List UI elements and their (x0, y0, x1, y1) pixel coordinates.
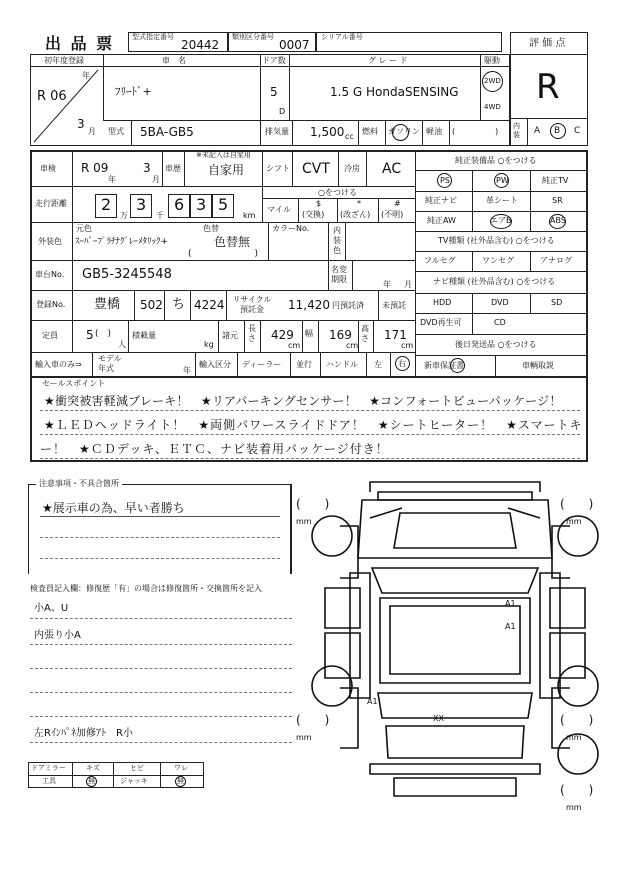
displacement-label: 排気量 (265, 127, 289, 136)
doors-label: ドア数 (262, 56, 286, 65)
later-warranty: 新車保証書 (424, 361, 464, 370)
reg-number: 4224 (194, 298, 225, 312)
inspector-label: 検査員記入欄：修復歴「有」の場合は修復箇所・交換箇所を記入 (30, 584, 262, 593)
hash-mark: # (394, 199, 401, 208)
later-title: 後日発送品 ○をつける (455, 340, 537, 349)
reg-class: 502 (140, 298, 163, 312)
std-item-sr: SR (552, 196, 563, 205)
later-manual: 車輌取説 (522, 361, 554, 370)
tire-unit-fr: mm (566, 517, 582, 526)
capacity-label: 定員 (42, 331, 58, 340)
fuel-other: ( ) (452, 127, 499, 136)
navi-hdd: HDD (433, 298, 452, 307)
history-label: 車歴 (165, 164, 181, 173)
rear-right-door (550, 633, 585, 678)
import-div-label: 輸入区分 (199, 360, 231, 369)
import-parallel: 並行 (296, 360, 312, 369)
serial-number-label: シリアル番号 (321, 33, 363, 41)
history-note: ※未記入は自家用 (196, 151, 251, 159)
shaken-year-unit: 年 (108, 175, 116, 184)
sen-unit: 千 (156, 211, 164, 220)
car-damage-diagram (290, 478, 620, 818)
rating-value: R (536, 67, 560, 107)
mileage-digit-1: 2 (101, 195, 112, 214)
rear-right-tire (558, 666, 598, 706)
doors-value: 5 (270, 85, 278, 99)
mirror-header-2: ヒビ (130, 764, 144, 772)
man-unit: 万 (120, 211, 128, 220)
height-value: 171 (384, 328, 407, 342)
std-equipment-title: 純正装備品 ○をつける (455, 156, 537, 165)
length-value: 429 (271, 328, 294, 342)
chassis-number: GB5-3245548 (82, 267, 172, 282)
rear-panel (394, 778, 516, 796)
sales-line-3: ー！ ★ＣＤデッキ、ＥＴＣ、ナビ装着用パッケージ付き！ (40, 442, 389, 456)
class-number-value: 0007 (279, 38, 310, 52)
class-number-box (228, 32, 316, 52)
color-change-value: 色替無 (214, 235, 251, 249)
reg-place: 豊橋 (94, 297, 121, 312)
height-label: 高さ (361, 324, 369, 343)
history-value: 自家用 (208, 163, 245, 177)
hood (358, 500, 552, 558)
recycle-label: リサイクル預託金 (232, 295, 272, 314)
load-label: 積載量 (132, 331, 156, 340)
capacity-value: 5 (86, 328, 94, 342)
shaken-label: 車検 (40, 164, 56, 173)
mileage-label: 走行距離 (35, 199, 67, 208)
model-year-unit: 年 (183, 366, 191, 375)
sales-line-2: ★ＬＥＤヘッドライト！ ★両側パワースライドドア！ ★シートヒーター！ ★スマートキ (44, 418, 583, 432)
inspector-line-1: 小A、U (34, 603, 69, 614)
circle-note: ○をつける (318, 188, 357, 197)
width-label: 幅 (305, 329, 313, 338)
chassis-label: 車台No. (35, 270, 65, 279)
color-paren: ( ) (188, 249, 259, 259)
serial-number-box (316, 32, 502, 52)
shaken-era: R 09 (81, 161, 109, 175)
rear-window (378, 693, 532, 718)
reg-label: 登録No. (36, 300, 66, 309)
type-number-value: 20442 (181, 38, 220, 52)
not-deposited: 未預託 (382, 301, 406, 310)
load-unit: kg (204, 340, 214, 349)
tv-oneseg: ワンセグ (482, 256, 514, 265)
notes-box (28, 484, 290, 574)
handle-left: 左 (374, 360, 382, 369)
std-item-ps: PS (440, 176, 450, 185)
dollar-mark: $ (316, 199, 322, 208)
doors-sub: D (279, 107, 286, 116)
std-item-navi: 純正ナビ (425, 196, 457, 205)
navi-title: ナビ種類 (社外品含む) ○をつける (433, 277, 556, 286)
displacement-value: 1,500 (310, 125, 345, 139)
tire-bracket-fl: ( ) (296, 497, 330, 511)
roof (380, 598, 530, 683)
capacity-unit: 人 (118, 340, 126, 349)
recycle-value: 11,420 (288, 298, 330, 312)
mirror-header-0: ドアミラー (31, 764, 66, 772)
width-value: 169 (329, 328, 352, 342)
tire-bracket-spare: ( ) (560, 783, 594, 797)
std-item-airbag: エアB (490, 216, 512, 225)
mileage-digit-3: 6 (174, 195, 185, 214)
hood-center (394, 513, 516, 548)
model-year-label: モデル年式 (98, 354, 122, 373)
length-label: 長さ (248, 324, 256, 343)
interior-b: B (554, 126, 561, 136)
damage-mark-3: A1 (367, 697, 378, 706)
mirror-row-1: 無 (88, 777, 95, 785)
fuel-gasoline: ガソリン (388, 127, 420, 136)
name-change-month: 月 (404, 280, 412, 289)
std-item-abs: ABS (550, 216, 566, 225)
displacement-unit: cc (345, 132, 354, 141)
grade-label: グ レ ー ド (368, 56, 408, 65)
dvd-playable: DVD再生可 (420, 318, 462, 327)
interior-color-label: 内装色 (333, 226, 341, 255)
front-left-door (325, 588, 360, 628)
type-number-label: 型式指定番号 (132, 33, 174, 41)
ac-value: AC (382, 161, 402, 177)
length-unit: cm (288, 341, 301, 350)
height-unit: cm (401, 341, 414, 350)
mileage-digit-4: 3 (196, 195, 207, 214)
handle-right: 右 (398, 359, 406, 368)
shift-value: CVT (302, 161, 330, 177)
tv-fullseg: フルセグ (424, 256, 456, 265)
first-reg-label: 初年度登録 (44, 56, 84, 65)
drive-label: 駆動 (484, 56, 500, 65)
interior-label: 内装 (513, 122, 520, 139)
unknown-label: (不明) (381, 210, 404, 219)
tv-analog: アナログ (540, 256, 572, 265)
color-number-label: カラーNo. (272, 224, 310, 233)
std-item-pw: PW (496, 176, 509, 185)
shift-label: シフト (266, 164, 290, 173)
model-value: 5BA-GB5 (140, 125, 194, 139)
first-reg-month: 3 (77, 117, 85, 131)
rear-left-tire (312, 666, 352, 706)
notes-text: ★展示車の為、早い者勝ち (42, 501, 185, 515)
front-bumper (370, 482, 540, 492)
mirror-header-3: ワレ (174, 764, 188, 772)
tire-unit-rl: mm (296, 733, 312, 742)
shaken-month-unit: 月 (152, 175, 160, 184)
star-mark: * (357, 199, 361, 208)
mirror-row-3: 無 (177, 777, 184, 785)
cd-item: CD (494, 318, 506, 327)
capacity-paren: ( ) (95, 329, 112, 339)
handle-label: ハンドル (326, 360, 358, 369)
std-item-aw: 純正AW (427, 216, 456, 225)
car-name-label: 車 名 (162, 56, 186, 65)
damage-mark-1: A1 (505, 599, 516, 608)
reg-kana: ち (172, 297, 186, 312)
dims-label: 諸元 (222, 331, 238, 340)
shaken-month: 3 (143, 161, 151, 175)
damage-mark-4: XX (433, 714, 444, 723)
roof-inner (390, 606, 520, 674)
rear-bumper (370, 764, 540, 774)
damage-mark-2: A1 (505, 622, 516, 631)
mile-label: マイル (267, 205, 291, 214)
drive-2wd: 2WD (484, 77, 501, 85)
mirror-row-0: 工具 (42, 777, 56, 785)
drive-4wd: 4WD (484, 103, 501, 111)
tampered-label: (改ざん) (340, 210, 371, 219)
color-label: 外装色 (38, 237, 62, 246)
front-left-tire (312, 516, 352, 556)
tire-unit-spare: mm (566, 803, 582, 812)
model-label: 型式 (108, 127, 124, 136)
class-number-label: 類別区分番号 (232, 33, 274, 41)
mileage-digit-2: 3 (136, 195, 147, 214)
width-unit: cm (346, 341, 359, 350)
year-unit: 年 (82, 71, 90, 80)
color-name: ｽｰﾊﾟｰﾌﾟﾗﾁﾅｸﾞﾚｰﾒﾀﾘｯｸ+ (75, 237, 169, 247)
rating-label: 評 価 点 (529, 38, 566, 49)
type-number-box (128, 32, 228, 52)
tire-bracket-rr: ( ) (560, 713, 594, 727)
notes-label: 注意事項・不具合箇所 (36, 480, 122, 488)
exchange-label: (交換) (302, 210, 325, 219)
grade-value: 1.5 G HondaSENSING (330, 85, 459, 99)
mirror-header-1: キズ (86, 764, 100, 772)
ac-label: 冷房 (344, 164, 360, 173)
front-right-door (550, 588, 585, 628)
name-change-label: 名変期限 (331, 265, 347, 284)
fuel-diesel: 軽油 (426, 127, 442, 136)
car-name: ﾌﾘｰﾄﾞ+ (115, 85, 152, 98)
recycle-unit: 円預託済 (332, 301, 364, 310)
tire-unit-fl: mm (296, 517, 312, 526)
inspector-line-2: 内張り小A (34, 630, 81, 641)
color-original-label: 元色 (76, 224, 92, 233)
navi-dvd: DVD (491, 298, 509, 307)
name-change-year: 年 (383, 280, 391, 289)
interior-a: A (534, 126, 541, 136)
front-grille (378, 492, 532, 500)
interior-c: C (574, 126, 581, 136)
mirror-row-2: ジャッキ (120, 777, 148, 785)
first-reg-year: R 06 (37, 89, 67, 104)
tire-bracket-rl: ( ) (296, 713, 330, 727)
sales-point-label: セールスポイント (42, 379, 106, 388)
inspector-line-6: 左Rｲﾝﾊﾟﾈ加修ｱﾄ R小 (34, 728, 133, 739)
import-label: 輸入車のみ⇒ (35, 360, 82, 369)
fuel-label: 燃料 (362, 127, 378, 136)
std-item-leather: 革シート (486, 196, 518, 205)
windshield (372, 568, 538, 593)
month-unit: 月 (88, 127, 96, 136)
tv-title: TV種類 (社外品含む) ○をつける (438, 236, 555, 245)
tire-bracket-fr: ( ) (560, 497, 594, 511)
import-dealer: ディーラー (242, 360, 282, 369)
tailgate (386, 726, 524, 758)
km-unit: km (243, 211, 256, 220)
tire-unit-rr: mm (566, 733, 582, 742)
page-title: 出 品 票 (45, 34, 115, 53)
navi-sd: SD (551, 298, 563, 307)
mileage-digit-5: 5 (218, 195, 229, 214)
color-change-label: 色替 (203, 224, 219, 233)
std-item-tv: 純正TV (542, 176, 569, 185)
sales-line-1: ★衝突被害軽減ブレーキ！ ★リアパーキングセンサー！ ★コンフォートビューパッケージ！ (44, 394, 562, 408)
rear-left-door (325, 633, 360, 678)
